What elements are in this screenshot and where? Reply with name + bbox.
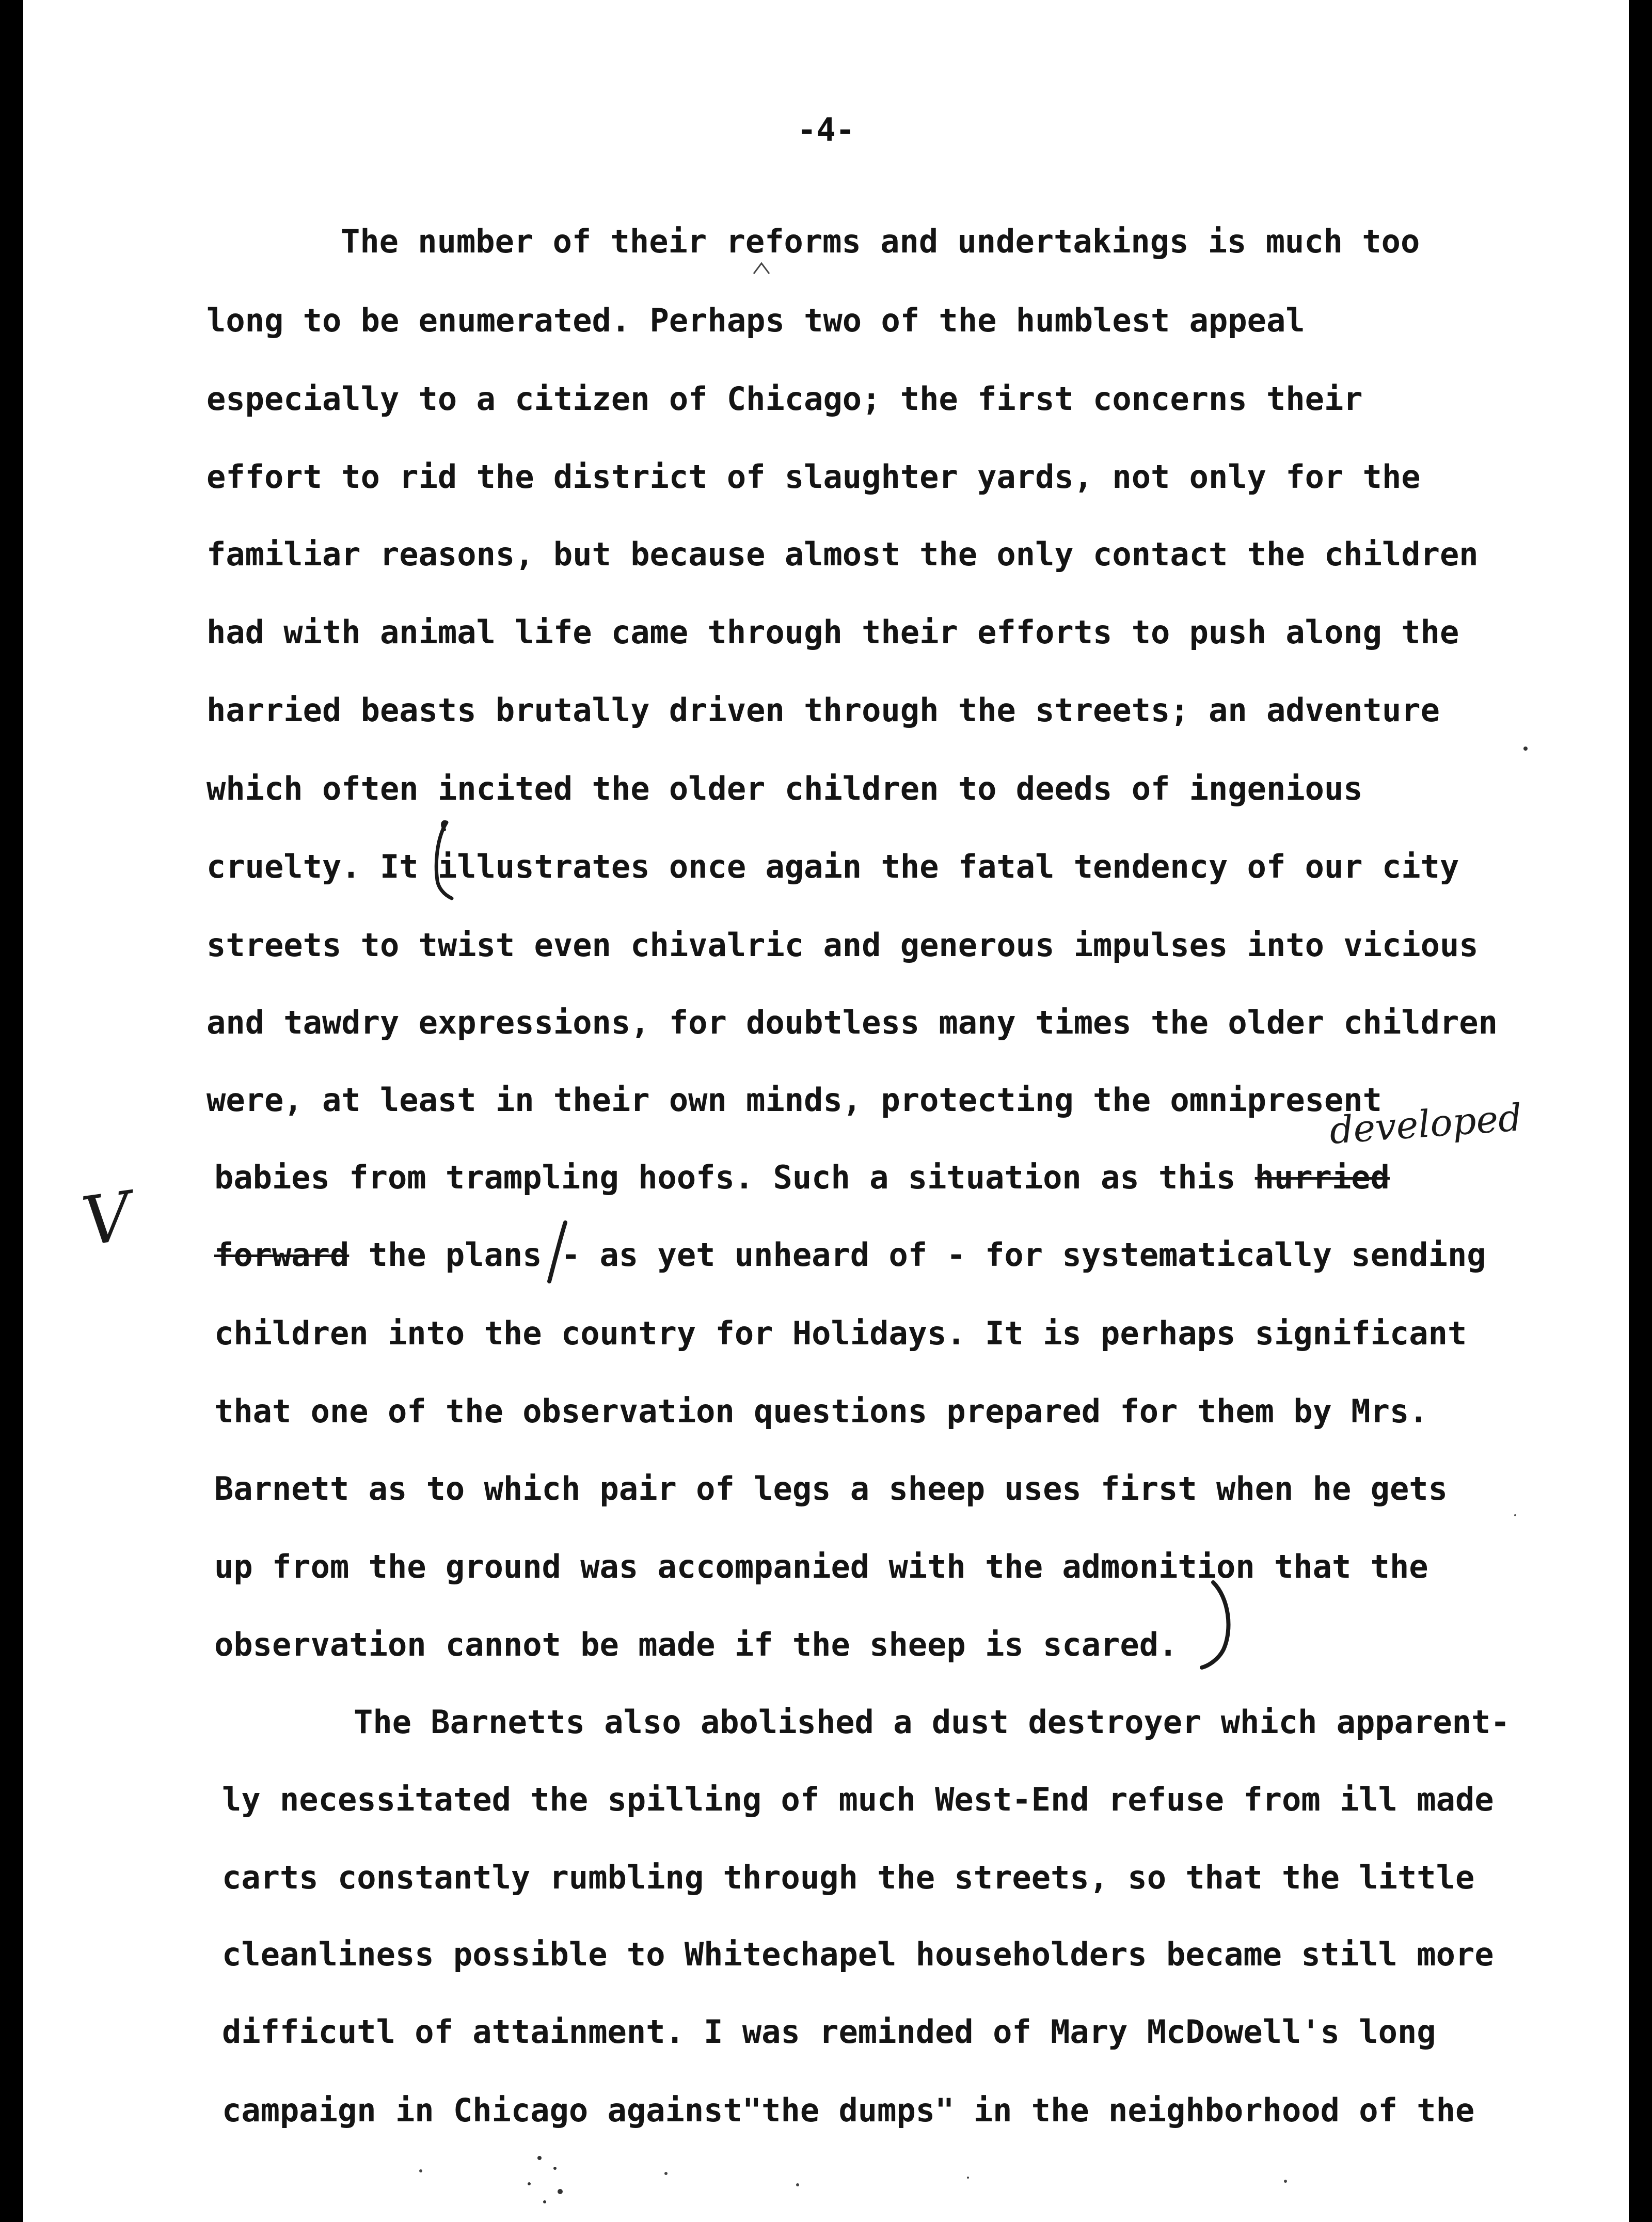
text-line: harried beasts brutally driven through the streets; an adventure bbox=[206, 691, 1440, 729]
document-page bbox=[23, 0, 1629, 2222]
text-line: long to be enumerated. Perhaps two of the humblest appeal bbox=[206, 301, 1305, 339]
text-line: and tawdry expressions, for doubtless many times the older children bbox=[206, 1004, 1498, 1041]
text-line: effort to rid the district of slaughter yards, not only for the bbox=[206, 458, 1421, 496]
text-line: difficutl of attainment. I was reminded of Mary McDowell's long bbox=[222, 2013, 1436, 2051]
text-line: that one of the observation questions prepared for them by Mrs. bbox=[214, 1392, 1428, 1430]
text-line: familiar reasons, but because almost the only contact the children bbox=[206, 535, 1479, 573]
struck-word: hurried bbox=[1254, 1158, 1390, 1196]
text-line: The number of their reforms and undertakings is much too bbox=[341, 223, 1420, 260]
text-fragment: the plans - as yet unheard of - for systematically sending bbox=[368, 1236, 1486, 1274]
text-line: were, at least in their own minds, protecting the omnipresent bbox=[206, 1081, 1382, 1119]
text-line: The Barnetts also abolished a dust destroyer which apparent- bbox=[354, 1703, 1510, 1741]
handwritten-insertion: developed bbox=[1328, 1096, 1523, 1152]
text-line: cleanliness possible to Whitechapel householders became still more bbox=[222, 1935, 1494, 1973]
margin-check-mark: V bbox=[77, 1177, 137, 1261]
text-line: up from the ground was accompanied with the admonition that the bbox=[214, 1548, 1428, 1585]
text-line: children into the country for Holidays. It is perhaps significant bbox=[214, 1314, 1467, 1352]
page-number: -4- bbox=[797, 111, 855, 149]
text-line: campaign in Chicago against"the dumps" in the neighborhood of the bbox=[222, 2091, 1475, 2129]
text-line: Barnett as to which pair of legs a sheep uses first when he gets bbox=[214, 1470, 1448, 1507]
text-line: had with animal life came through their efforts to push along the bbox=[206, 613, 1459, 651]
text-line: which often incited the older children to deeds of ingenious bbox=[206, 770, 1363, 807]
text-line: especially to a citizen of Chicago; the first concerns their bbox=[206, 380, 1363, 418]
text-line: ly necessitated the spilling of much West-End refuse from ill made bbox=[222, 1781, 1494, 1818]
text-line: carts constantly rumbling through the streets, so that the little bbox=[222, 1859, 1475, 1896]
text-fragment: babies from trampling hoofs. Such a situation as this bbox=[214, 1158, 1236, 1196]
struck-word: forward bbox=[214, 1236, 350, 1274]
text-line: cruelty. It illustrates once again the fatal tendency of our city bbox=[206, 848, 1459, 885]
text-line: streets to twist even chivalric and generous impulses into vicious bbox=[206, 926, 1479, 964]
scan-specks bbox=[23, 0, 1629, 2222]
text-line: observation cannot be made if the sheep is scared. bbox=[214, 1626, 1178, 1663]
